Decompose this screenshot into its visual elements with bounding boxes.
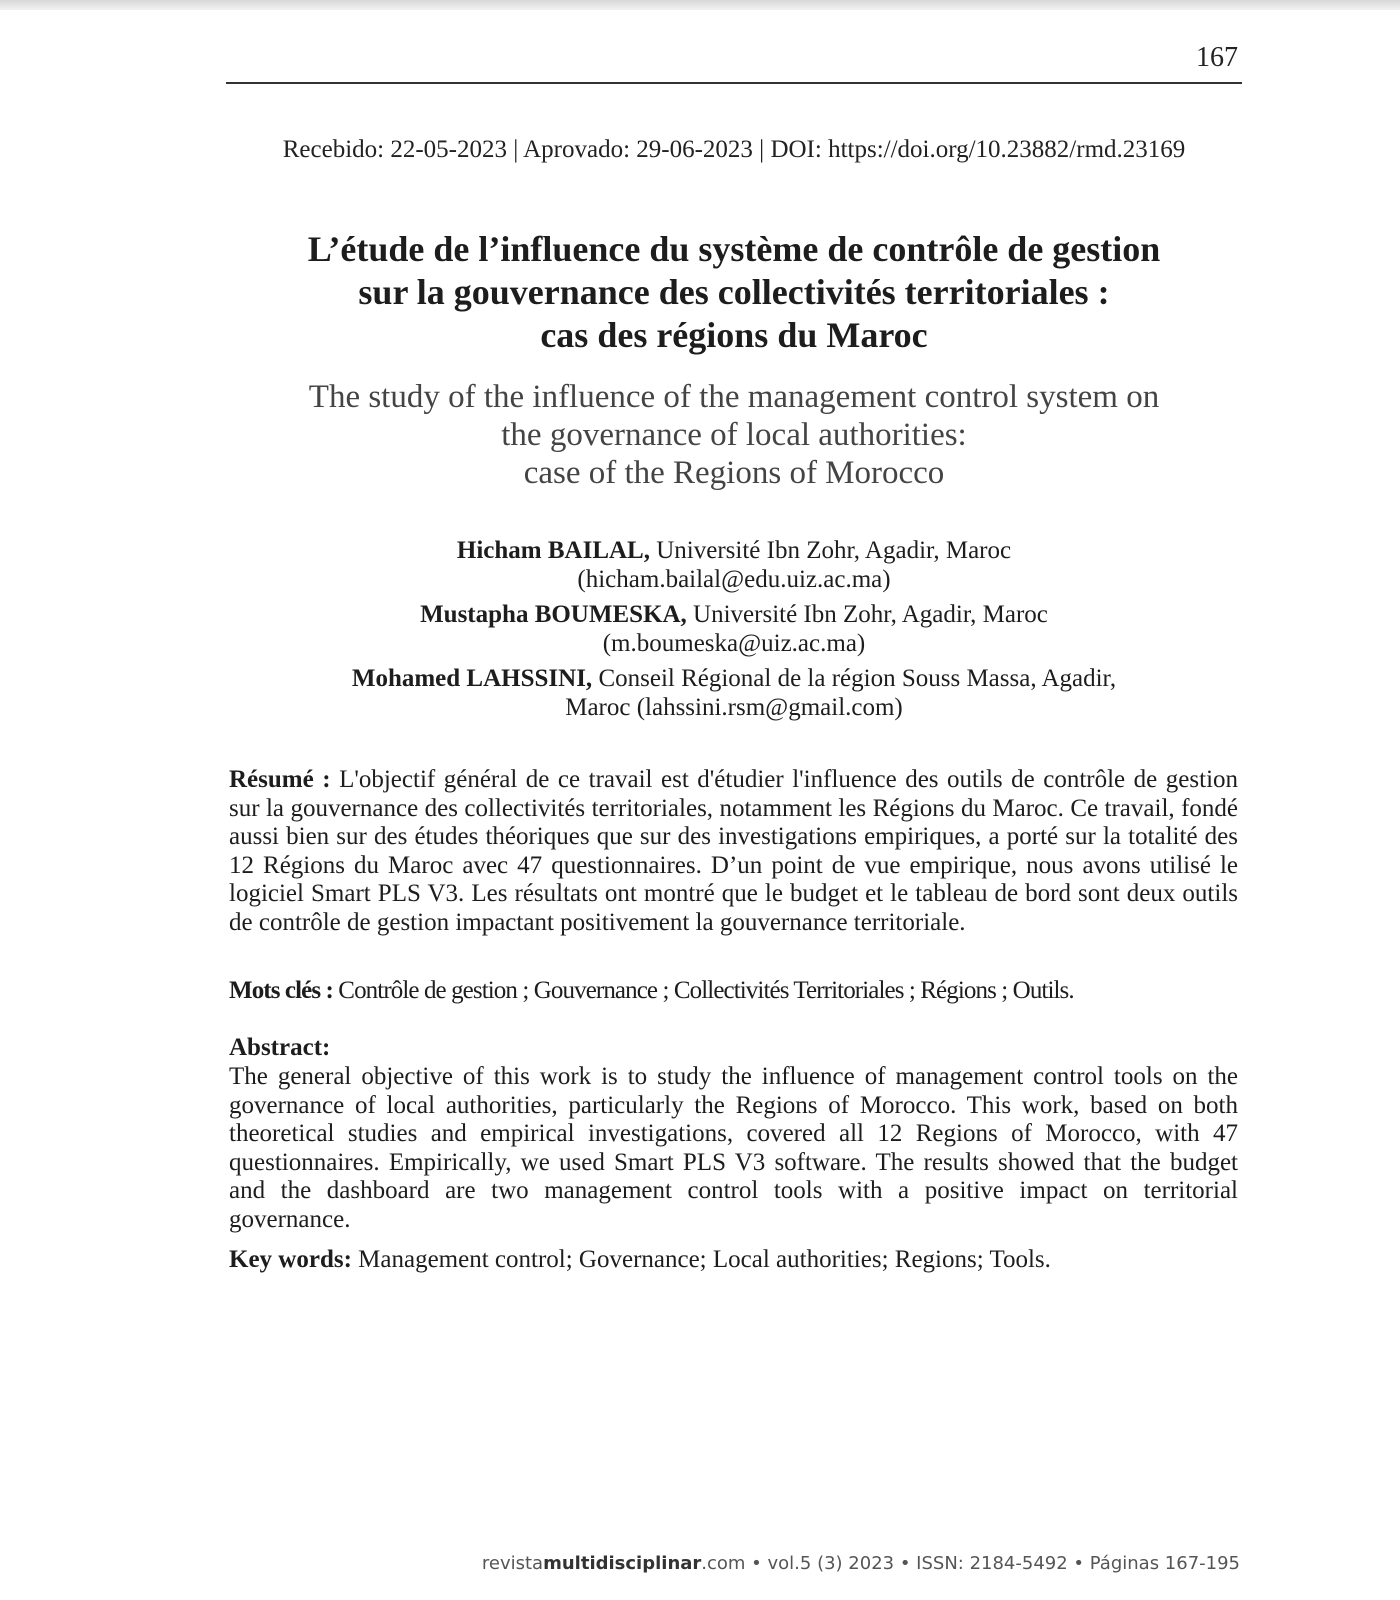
- title-english: [226, 378, 1242, 492]
- author-entry: [226, 664, 1242, 722]
- author-entry: [226, 536, 1242, 594]
- submission-metadata: Recebido: 22-05-2023 | Aprovado: 29-06-2023 | DOI: https://doi.org/10.23882/rmd.23169: [282, 136, 1186, 163]
- title-french-line: sur la gouvernance des collectivités territoriales :: [358, 272, 1110, 312]
- title-english-line: the governance of local authorities:: [501, 417, 967, 453]
- author-affiliation: Conseil Régional de la région Souss Massa, Agadir,: [592, 665, 1117, 692]
- resume-paragraph: [229, 766, 1238, 937]
- resume-label: Résumé :: [229, 766, 331, 793]
- footer-details: • vol.5 (3) 2023 • ISSN: 2184-5492 • Páginas 167-195: [745, 1553, 1240, 1574]
- author-email: (hicham.bailal@edu.uiz.ac.ma): [577, 566, 891, 593]
- footer-brand-prefix: revista: [481, 1553, 544, 1574]
- author-name: Mustapha BOUMESKA,: [420, 601, 687, 628]
- author-affiliation: Université Ibn Zohr, Agadir, Maroc: [649, 537, 1012, 564]
- journal-footer: [482, 1553, 1240, 1574]
- title-french-line: L’étude de l’influence du système de contrôle de gestion: [307, 229, 1161, 269]
- mots-cles-label: Mots clés :: [229, 977, 333, 1004]
- keywords-line: [229, 1246, 1238, 1274]
- title-french: [226, 228, 1242, 357]
- abstract-paragraph: The general objective of this work is to study the influence of management control tools on the governance of local authorities, particularly the Regions of Morocco. This work, based on both theoretical studies and empirical investigations, covered all 12 Regions of Morocco, with 47 questionnaires. Empirically, we used Smart PLS V3 software. The results showed that the budget and the dashboard are two management control tools with a positive impact on territorial governance.: [229, 1063, 1238, 1233]
- footer-brand-strong: multidisciplinar: [543, 1553, 702, 1574]
- top-edge-strip: [0, 0, 1400, 10]
- abstract-heading: Abstract:: [229, 1034, 331, 1061]
- title-english-line: case of the Regions of Morocco: [523, 455, 945, 491]
- header-rule: [226, 82, 1242, 84]
- keywords-label: Key words:: [229, 1246, 352, 1273]
- resume-text: L'objectif général de ce travail est d'étudier l'influence des outils de contrôle de gestion sur la gouvernance des collectivités territoriales, notamment les Régions du Maroc. Ce travail, fondé aussi bien sur des études théoriques que sur des investigations empiriques, a porté sur la totalité des 12 Régions du Maroc avec 47 questionnaires. D’un point de vue empirique, nous avons utilisé le logiciel Smart PLS V3. Les résultats ont montré que le budget et le tableau de bord sont deux outils de contrôle de gestion impactant positivement la gouvernance territoriale.: [229, 766, 1239, 936]
- author-entry: [226, 600, 1242, 658]
- mots-cles-text: Contrôle de gestion ; Gouvernance ; Collectivités Territoriales ; Régions ; Outils.: [332, 977, 1074, 1004]
- author-email: Maroc (lahssini.rsm@gmail.com): [565, 694, 903, 721]
- mots-cles-line: [229, 977, 1238, 1005]
- page-number: 167: [1196, 42, 1238, 73]
- author-list: [226, 536, 1242, 728]
- title-english-line: The study of the influence of the management control system on: [308, 379, 1160, 415]
- author-name: Hicham BAILAL,: [456, 537, 650, 564]
- author-affiliation: Université Ibn Zohr, Agadir, Maroc: [686, 601, 1048, 628]
- keywords-text: Management control; Governance; Local authorities; Regions; Tools.: [351, 1246, 1051, 1273]
- footer-brand-suffix: .com: [701, 1553, 746, 1574]
- author-name: Mohamed LAHSSINI,: [351, 665, 593, 692]
- title-french-line: cas des régions du Maroc: [540, 315, 928, 355]
- author-email: (m.boumeska@uiz.ac.ma): [602, 630, 866, 657]
